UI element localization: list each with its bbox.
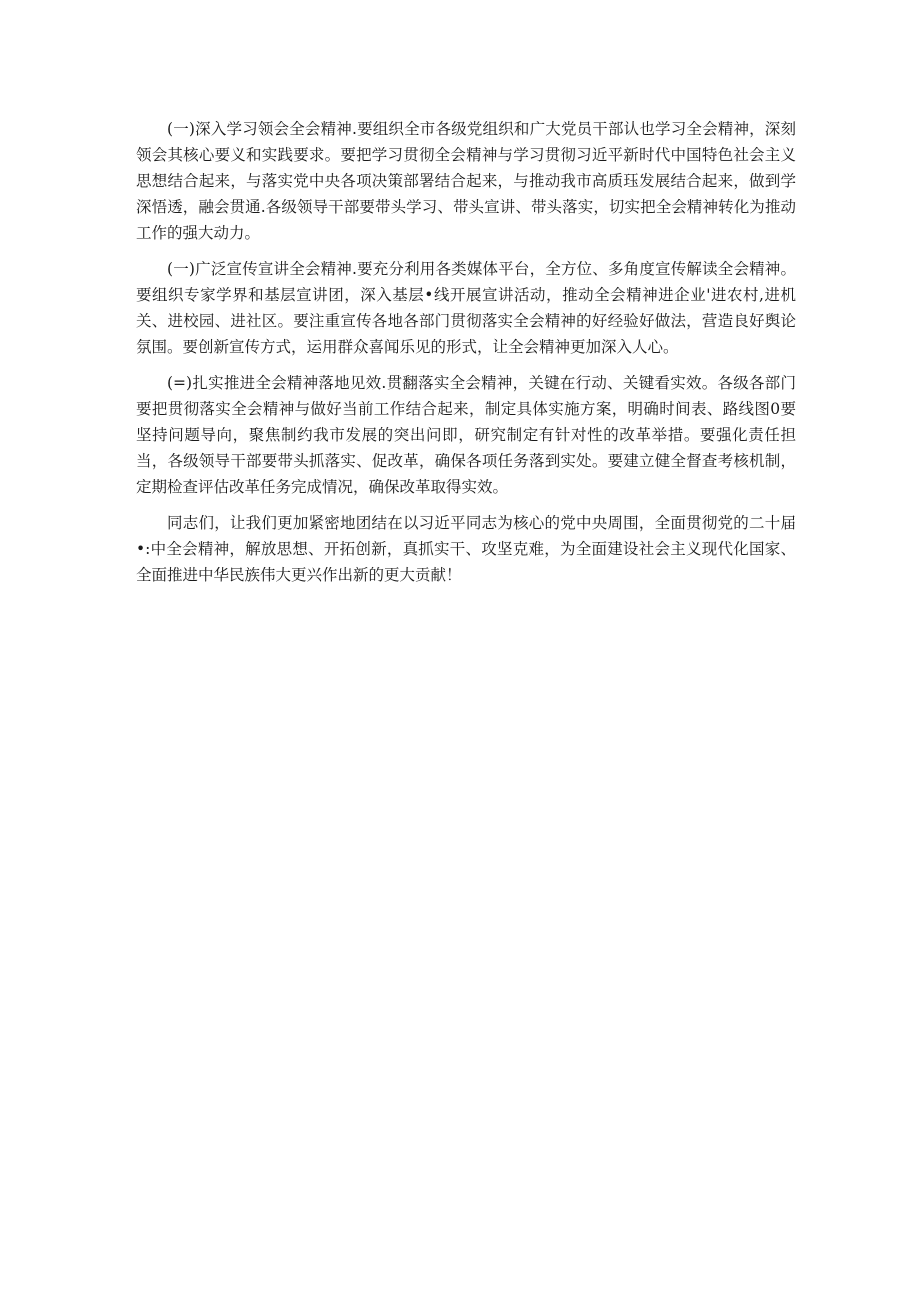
- paragraph-implementation: (=)扎实推进全会精神落地见效.贯翻落实全会精神，关键在行动、关键看实效。各级各部门要把贯彻落实全会精神与做好当前工作结合起来，制定具体实施方案，明确时间表、路线图0要坚持问题导向，聚焦制约我市发展的突出问即，研究制定有针对性的改革举措。要强化责任担当，各级领导干部要带头抓落实、促改革，确保各项任务落到实处。要建立健全督查考核机制，定期检查评估改革任务完成情况，确保改革取得实效。: [136, 374, 796, 496]
- paragraph-publicity: (一)广泛宣传宣讲全会精神.要充分利用各类媒体平台，全方位、多角度宣传解读全会精神。要组织专家学界和基层宣讲团，深入基层•线开展宣讲活动，推动全会精神进企业'进农村,进机关、进校园、进社区。要注重宣传各地各部门贯彻落实全会精神的好经验好做法，营造良好舆论氛围。要创新宣传方式，运用群众喜闻乐见的形式，让全会精神更加深入人心。: [136, 260, 796, 356]
- paragraph-study: (一)深入学习领会全会精神.要组织全市各级党组织和广大党员干部认也学习全会精神，深刻领会其核心要义和实践要求。要把学习贯彻全会精神与学习贯彻习近平新时代中国特色社会主义思想结合起来，与落实党中央各项决策部署结合起来，与推动我市高质珏发展结合起来，做到学深悟透，融会贯通.各级领导干部要带头学习、带头宣讲、带头落实，切实把全会精神转化为推动工作的强大动力。: [136, 120, 796, 242]
- paragraph-closing: 同志们，让我们更加紧密地团结在以习近平同志为核心的党中央周围，全面贯彻党的二十届•:中全会精神，解放思想、开拓创新，真抓实干、攻坚克难，为全面建设社会主义现代化国家、全面推进中华民族伟大更兴作出新的更大贡献！: [136, 514, 796, 584]
- document-body: [136, 116, 796, 598]
